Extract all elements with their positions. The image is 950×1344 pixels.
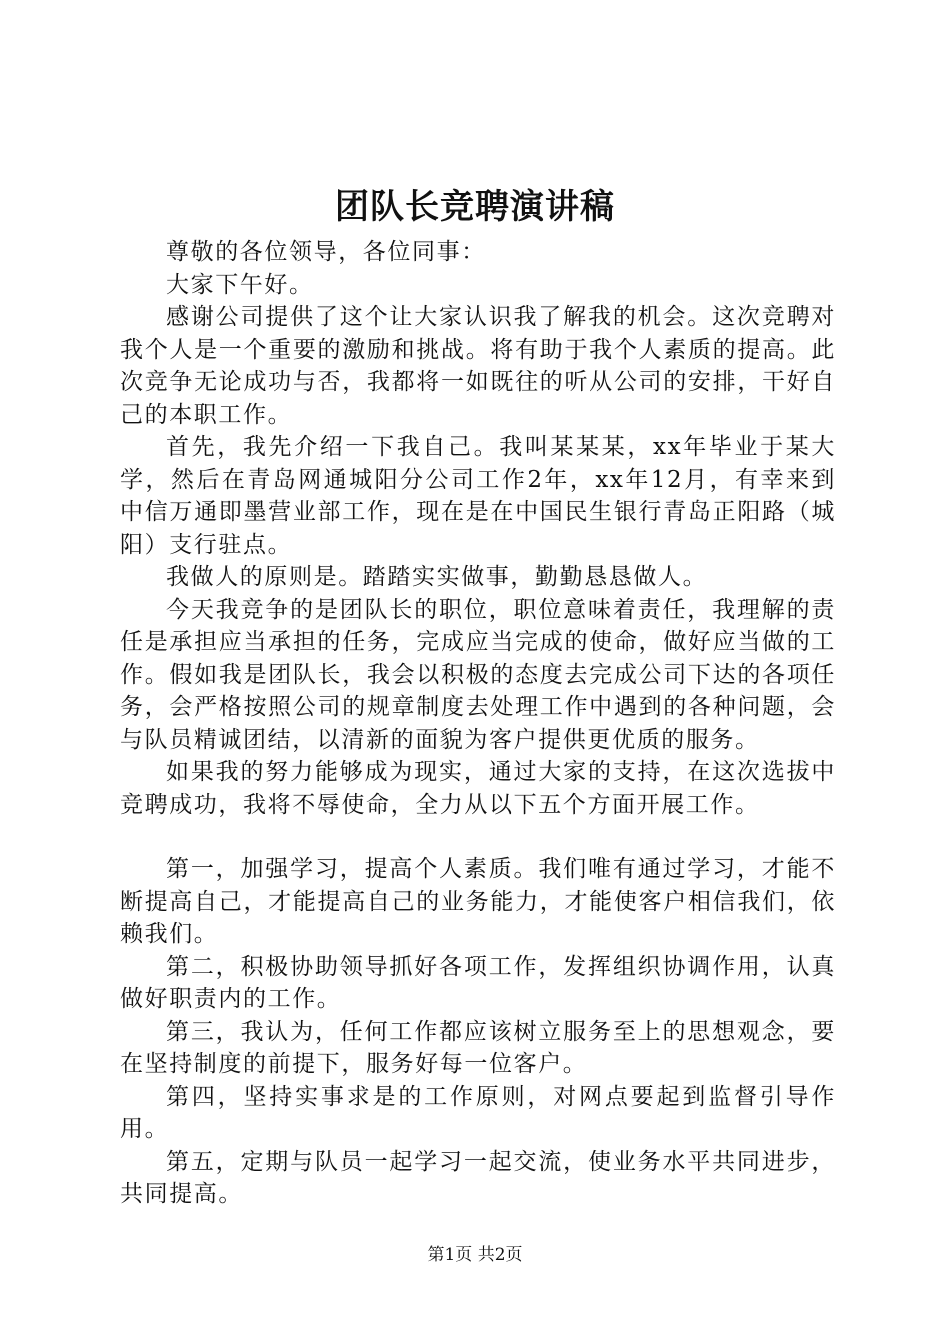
document-body xyxy=(120,236,836,1211)
paragraph-point-two: 第二，积极协助领导抓好各项工作，发挥组织协调作用，认真做好职责内的工作。 xyxy=(120,953,836,1012)
paragraph-thanks: 感谢公司提供了这个让大家认识我了解我的机会。这次竞聘对我个人是一个重要的激励和挑战。将有助于我个人素质的提高。此次竞争无论成功与否，我都将一如既往的听从公司的安排，干好自己的本职工作。 xyxy=(120,304,836,428)
paragraph-point-three: 第三，我认为，任何工作都应该树立服务至上的思想观念，要在坚持制度的前提下，服务好每一位客户。 xyxy=(120,1018,836,1077)
paragraph-responsibility: 今天我竞争的是团队长的职位，职位意味着责任，我理解的责任是承担应当承担的任务，完成应当完成的使命，做好应当做的工作。假如我是团队长，我会以积极的态度去完成公司下达的各项任务，会严格按照公司的规章制度去处理工作中遇到的各种问题，会与队员精诚团结，以清新的面貌为客户提供更优质的服务。 xyxy=(120,596,836,753)
paragraph-principle: 我做人的原则是。踏踏实实做事，勤勤恳恳做人。 xyxy=(166,564,708,590)
paragraph-greeting: 大家下午好。 xyxy=(166,271,314,298)
paragraph-introduction: 首先，我先介绍一下我自己。我叫某某某，xx年毕业于某大学，然后在青岛网通城阳分公司工作2年，xx年12月，有幸来到中信万通即墨营业部工作，现在是在中国民生银行青岛正阳路（城阳）支行驻点。 xyxy=(120,434,836,558)
page-number-footer: 第1页 共2页 xyxy=(427,1245,523,1265)
paragraph-salutation: 尊敬的各位领导，各位同事： xyxy=(166,239,486,265)
paragraph-point-four: 第四，坚持实事求是的工作原则，对网点要起到监督引导作用。 xyxy=(120,1083,836,1142)
paragraph-point-five: 第五，定期与队员一起学习一起交流，使业务水平共同进步，共同提高。 xyxy=(120,1148,836,1207)
document-title: 团队长竞聘演讲稿 xyxy=(335,187,615,227)
paragraph-point-one: 第一，加强学习，提高个人素质。我们唯有通过学习，才能不断提高自己，才能提高自己的业务能力，才能使客户相信我们，依赖我们。 xyxy=(120,856,836,947)
paragraph-commitment: 如果我的努力能够成为现实，通过大家的支持，在这次选拔中竞聘成功，我将不辱使命，全力从以下五个方面开展工作。 xyxy=(120,759,836,818)
